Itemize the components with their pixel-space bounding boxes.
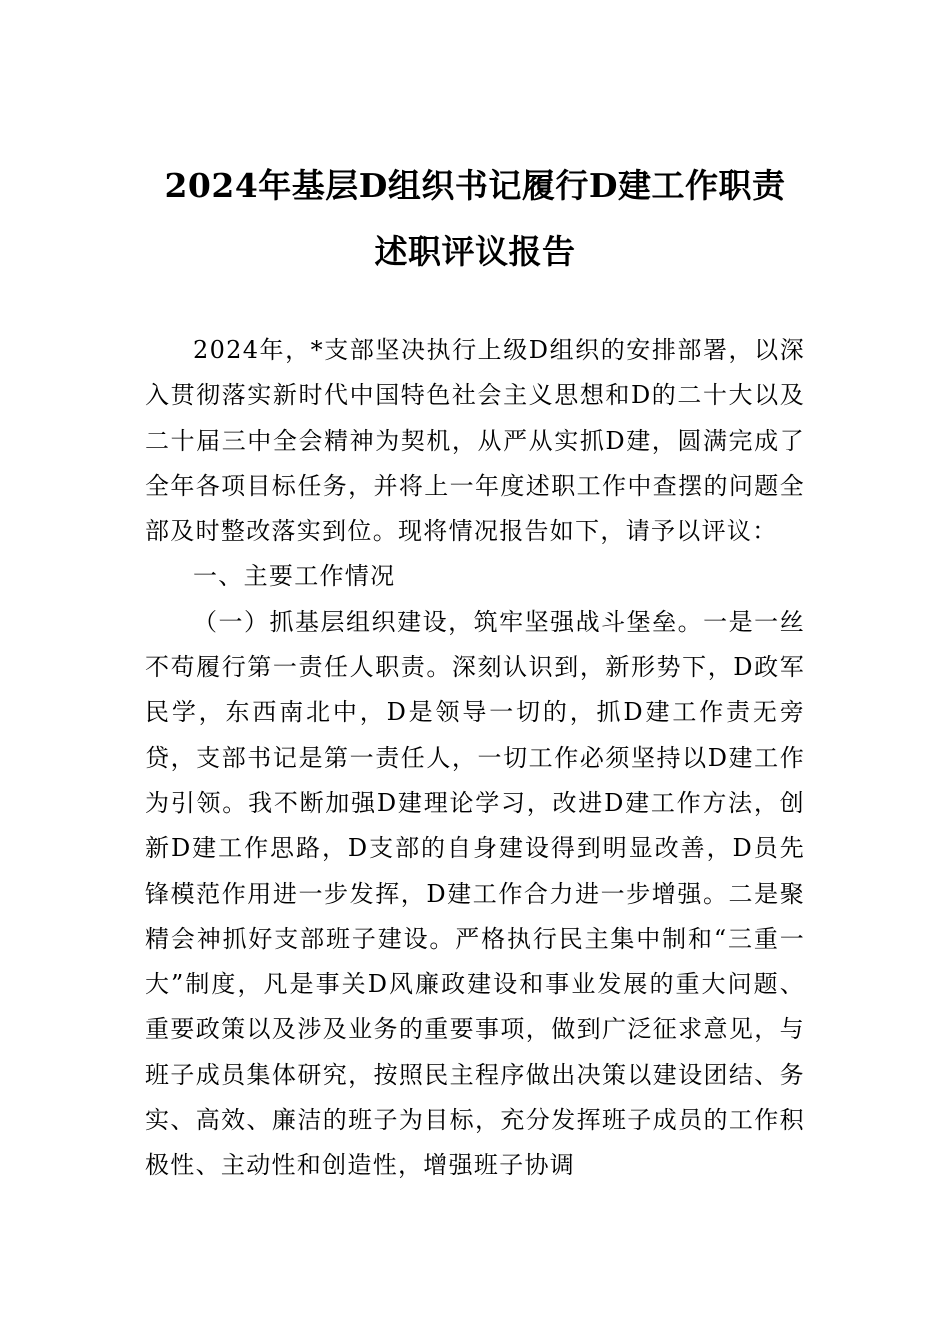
document-title-line-1: 2024年基层D组织书记履行D建工作职责 <box>164 166 786 205</box>
body-paragraph: （一）抓基层组织建设，筑牢坚强战斗堡垒。一是一丝不苟履行第一责任人职责。深刻认识到，新形势下，D政军民学，东西南北中，D是领导一切的，抓D建工作责无旁贷，支部书记是第一责任人，一切工作必须坚持以D建工作为引领。我不断加强D建理论学习，改进D建工作方法，创新D建工作思路，D支部的自身建设得到明显改善，D员先锋模范作用进一步发挥，D建工作合力进一步增强。二是聚精会神抓好支部班子建设。严格执行民主集中制和“三重一大”制度，凡是事关D风廉政建设和事业发展的重大问题、重要政策以及涉及业务的重要事项，做到广泛征求意见，与班子成员集体研究，按照民主程序做出决策以建设团结、务实、高效、廉洁的班子为目标，充分发挥班子成员的工作积极性、主动性和创造性，增强班子协调 <box>145 607 805 1180</box>
document-body <box>145 328 805 1189</box>
section-heading: 一、主要工作情况 <box>193 562 396 591</box>
document-title-line-2: 述职评议报告 <box>374 232 576 271</box>
intro-paragraph: 2024年，*支部坚决执行上级D组织的安排部署，以深入贯彻落实新时代中国特色社会主义思想和D的二十大以及二十届三中全会精神为契机，从严从实抓D建，圆满完成了全年各项目标任务，并将上一年度述职工作中查摆的问题全部及时整改落实到位。现将情况报告如下，请予以评议： <box>145 336 805 546</box>
